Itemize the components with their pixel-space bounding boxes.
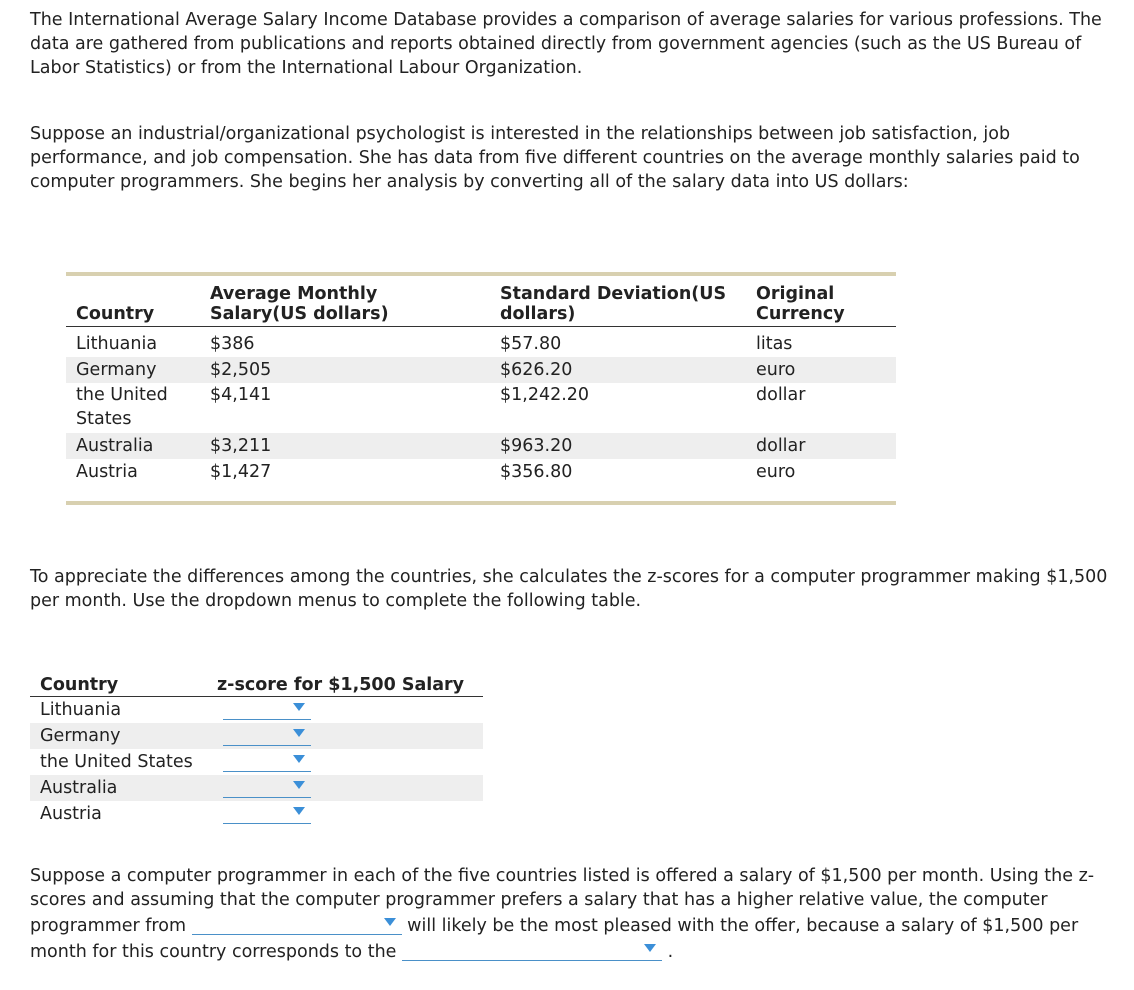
header-average-salary: Average Monthly Salary(US dollars): [210, 284, 389, 324]
cell-country: Austria: [76, 462, 138, 482]
chevron-down-icon: [293, 703, 305, 711]
cell-salary: $386: [210, 334, 255, 354]
header-standard-deviation: Standard Deviation(US dollars): [500, 284, 727, 324]
conclusion-paragraph: [30, 864, 1120, 964]
conclusion-text-part2: will likely be the most pleased with the offer, because a salary of $1,500 per month for this country corresponds to the: [30, 916, 1079, 962]
cell-currency: euro: [756, 360, 796, 380]
cell-currency: dollar: [756, 436, 806, 456]
table-row: [30, 723, 483, 749]
table-row: [66, 433, 896, 459]
table-row: [30, 749, 483, 775]
zscore-table-header: [30, 672, 483, 697]
intro-paragraph: The International Average Salary Income Database provides a comparison of average salaries for various professions. The data are gathered from publications and reports obtained directly from government agencies (such as the US Bureau of Labor Statistics) or from the International Labour Organization.: [30, 10, 1102, 78]
cell-country: the United States: [40, 752, 193, 772]
cell-sd: $963.20: [500, 436, 573, 456]
cell-salary: $4,141: [210, 385, 272, 405]
cell-salary: $3,211: [210, 436, 272, 456]
table-row: [66, 331, 896, 357]
table-row: [66, 459, 896, 485]
cell-sd: $356.80: [500, 462, 573, 482]
cell-sd: $626.20: [500, 360, 573, 380]
header-country: Country: [76, 304, 155, 324]
salary-table: [66, 272, 896, 505]
cell-currency: litas: [756, 334, 793, 354]
cell-sd: $57.80: [500, 334, 562, 354]
zscore-dropdown-lithuania[interactable]: [223, 697, 311, 720]
cell-country: Germany: [76, 360, 157, 380]
table-row: [30, 775, 483, 801]
cell-currency: dollar: [756, 385, 806, 405]
cell-country: Lithuania: [40, 700, 122, 720]
chevron-down-icon: [384, 918, 396, 926]
header-country: Country: [40, 675, 119, 695]
cell-country: Lithuania: [76, 334, 158, 354]
chevron-down-icon: [293, 755, 305, 763]
cell-currency: euro: [756, 462, 796, 482]
zscore-table: [30, 672, 483, 827]
cell-salary: $1,427: [210, 462, 272, 482]
table-row: [66, 383, 896, 433]
chevron-down-icon: [293, 729, 305, 737]
chevron-down-icon: [644, 944, 656, 952]
scenario-paragraph: Suppose an industrial/organizational psychologist is interested in the relationships between job satisfaction, job performance, and job compensation. She has data from five different countries on the average monthly salaries paid to computer programmers. She begins her analysis by converting all of the salary data into US dollars:: [30, 124, 1080, 192]
table-bottom-rule: [66, 501, 896, 505]
zscore-dropdown-germany[interactable]: [223, 723, 311, 746]
table-row: [30, 801, 483, 827]
cell-country: Australia: [40, 778, 118, 798]
header-zscore: z-score for $1,500 Salary: [217, 675, 465, 695]
cell-country: Australia: [76, 436, 154, 456]
zscore-dropdown-austria[interactable]: [223, 801, 311, 824]
chevron-down-icon: [293, 807, 305, 815]
table-row: [30, 697, 483, 723]
instructions-paragraph: To appreciate the differences among the countries, she calculates the z-scores for a computer programmer making $1,500 per month. Use the dropdown menus to complete the following table.: [30, 567, 1108, 611]
percentile-dropdown[interactable]: [402, 938, 662, 961]
country-dropdown[interactable]: [192, 912, 402, 935]
cell-country: Germany: [40, 726, 121, 746]
zscore-dropdown-australia[interactable]: [223, 775, 311, 798]
cell-salary: $2,505: [210, 360, 272, 380]
conclusion-period: .: [667, 942, 674, 962]
cell-sd: $1,242.20: [500, 385, 590, 405]
conclusion-text-part1: Suppose a computer programmer in each of the five countries listed is offered a salary of $1,500 per month. Using the z-scores and assuming that the computer programmer prefers a salary that has a higher relative value, the computer programmer from: [30, 866, 1095, 936]
table-row: [66, 357, 896, 383]
header-original-currency: Original Currency: [756, 284, 845, 324]
cell-country: Austria: [40, 804, 102, 824]
zscore-dropdown-united-states[interactable]: [223, 749, 311, 772]
cell-country: the United States: [76, 385, 168, 429]
chevron-down-icon: [293, 781, 305, 789]
salary-table-header: [66, 276, 896, 327]
